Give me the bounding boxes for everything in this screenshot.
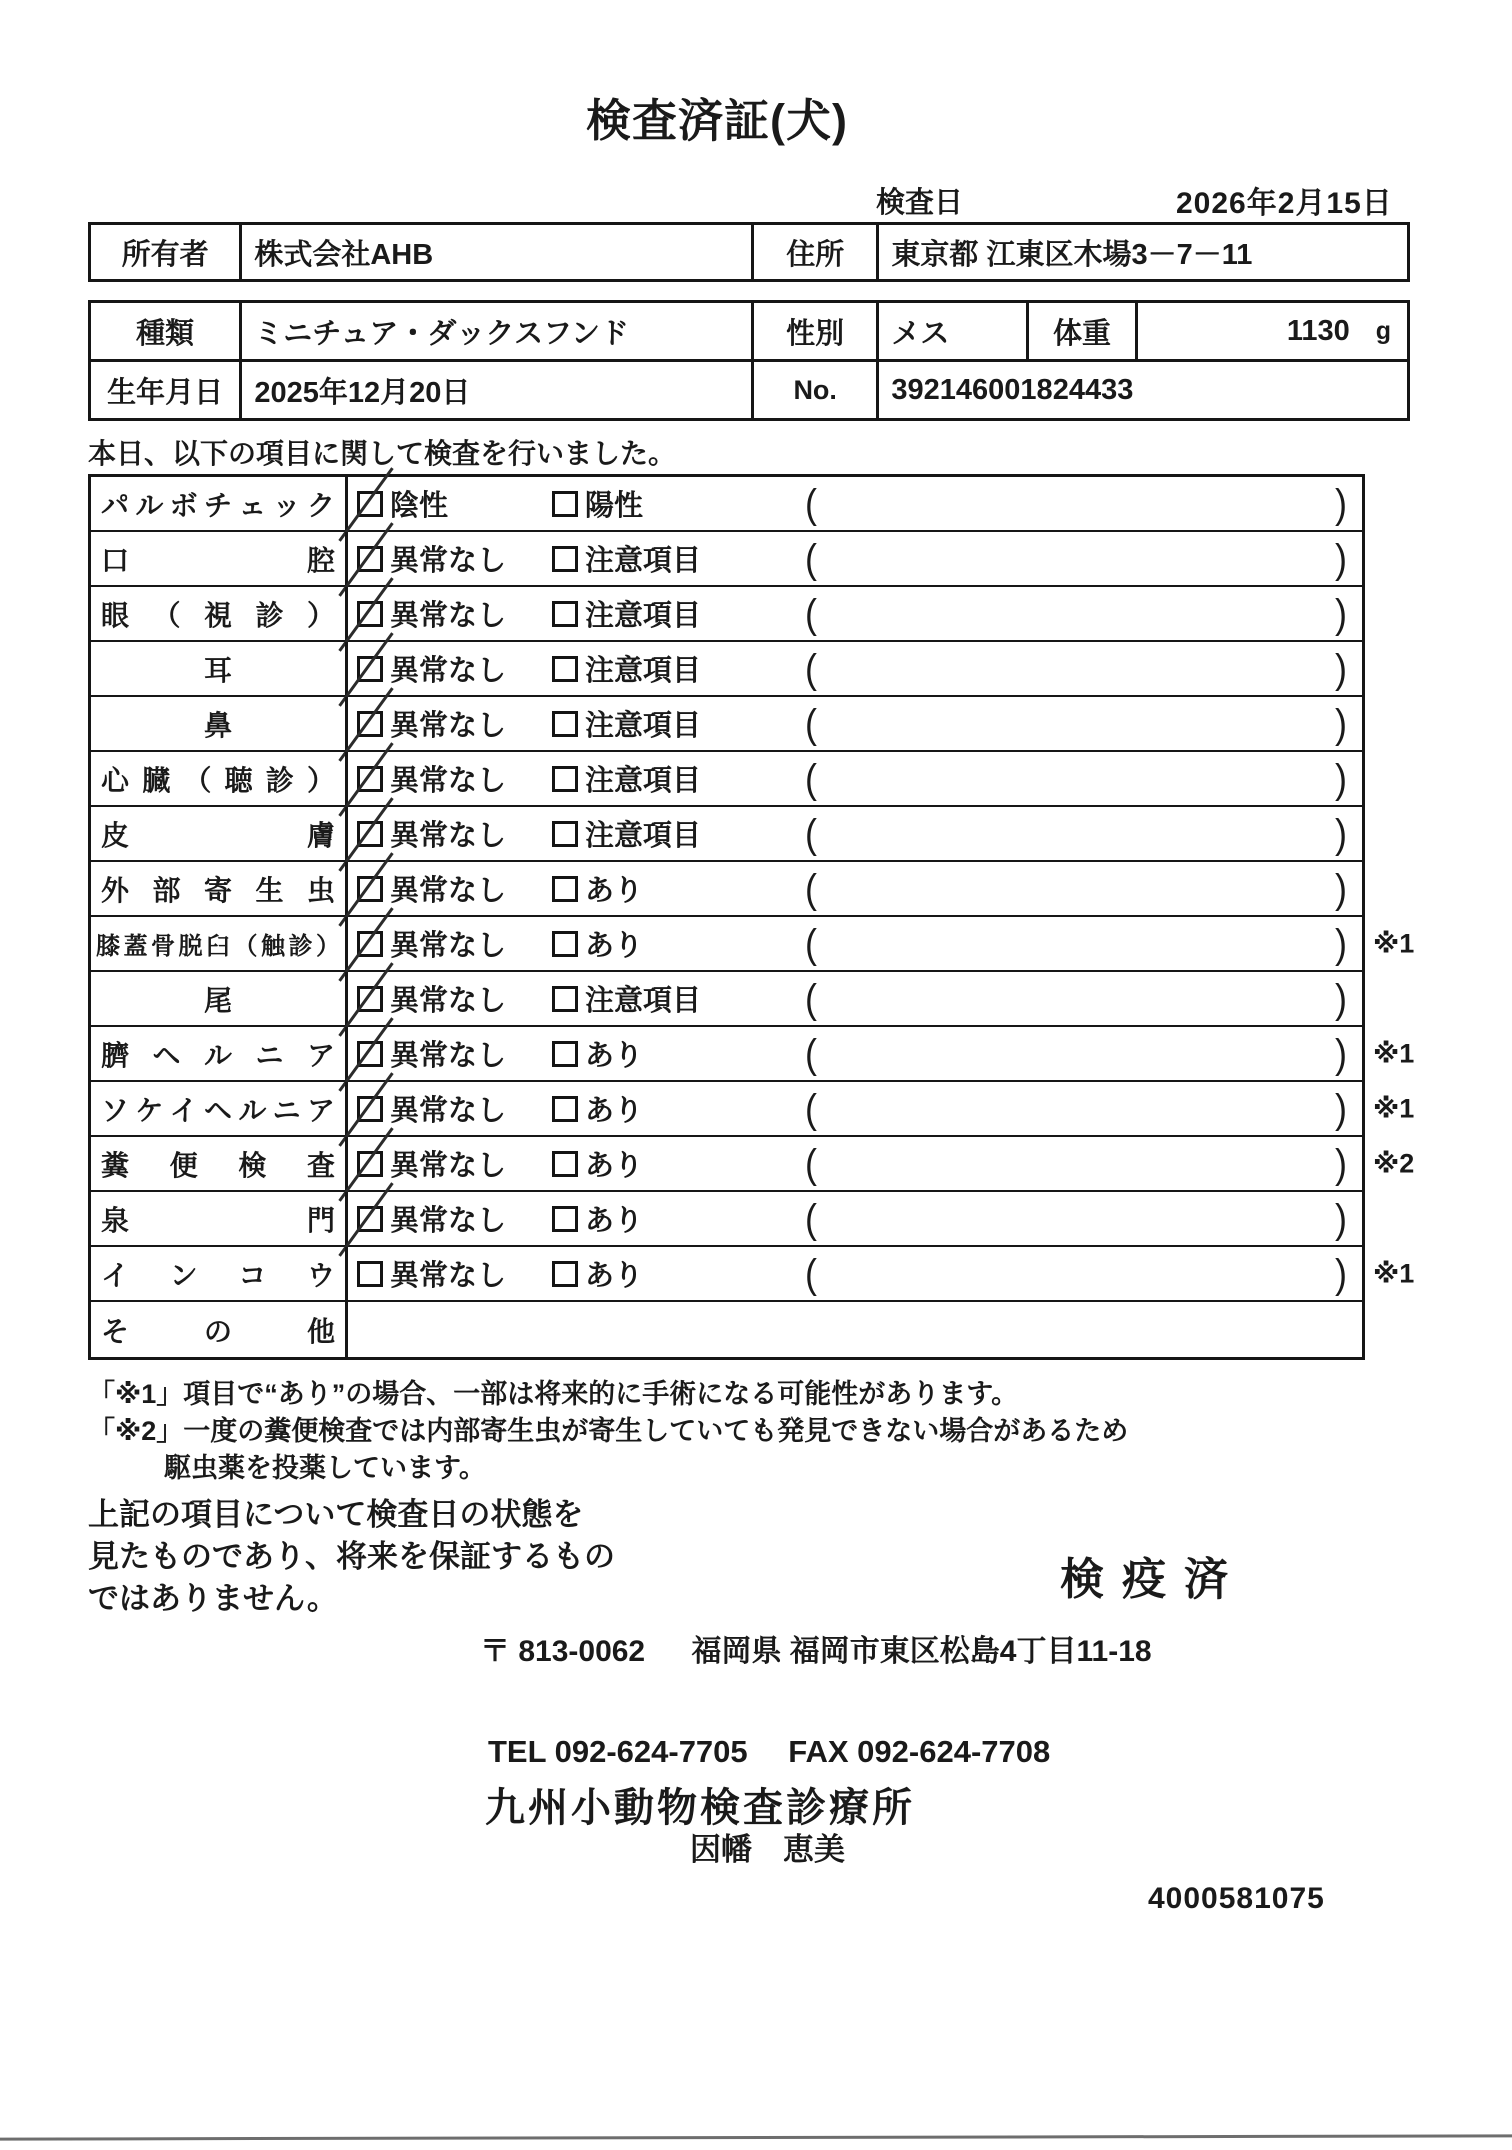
sex-label: 性別 bbox=[754, 303, 879, 359]
result-checkbox-2 bbox=[552, 876, 578, 902]
result-checkbox-2 bbox=[552, 1151, 578, 1177]
remarks-paren-open: ( bbox=[805, 644, 817, 691]
result-option-1-label: 異常なし bbox=[390, 765, 507, 797]
owner-name: 株式会社AHB bbox=[242, 225, 754, 279]
footnote-reference: ※2 bbox=[1373, 1148, 1415, 1178]
birthdate-value: 2025年12月20日 bbox=[242, 362, 754, 418]
inspection-item-label: 鼻 bbox=[91, 697, 348, 750]
result-option-2-label: あり bbox=[585, 930, 644, 962]
inspection-row bbox=[91, 477, 1362, 532]
result-option-2-label: あり bbox=[585, 1260, 644, 1292]
result-option-1-label: 異常なし bbox=[390, 655, 507, 687]
sex-value: メス bbox=[879, 303, 1028, 359]
result-option-1-label: 陰性 bbox=[390, 490, 449, 522]
inspection-row-content bbox=[348, 1082, 1362, 1135]
remarks-paren-open: ( bbox=[805, 919, 817, 966]
remarks-paren-close: ) bbox=[1335, 809, 1347, 856]
inspection-row-content bbox=[348, 1247, 1362, 1300]
inspection-item-label: 泉 門 bbox=[91, 1192, 348, 1245]
weight-label: 体重 bbox=[1029, 303, 1139, 359]
remarks-paren-close: ) bbox=[1335, 534, 1347, 581]
footnote-reference: ※1 bbox=[1373, 928, 1415, 958]
result-checkbox-2 bbox=[552, 766, 578, 792]
inspection-row bbox=[91, 587, 1362, 642]
result-option-2-label: 注意項目 bbox=[585, 655, 702, 687]
inspection-row bbox=[91, 1027, 1415, 1082]
owner-address-label: 住所 bbox=[754, 225, 879, 279]
remarks-paren-close: ) bbox=[1335, 1084, 1347, 1131]
result-option-1-label: 異常なし bbox=[390, 1040, 507, 1072]
inspection-row-content bbox=[348, 917, 1362, 970]
inspection-row bbox=[91, 642, 1362, 697]
footnote-line: 「※2」一度の糞便検査では内部寄生虫が寄生していても発見できない場合があるため bbox=[88, 1416, 1129, 1446]
result-option-2-label: 注意項目 bbox=[585, 765, 702, 797]
result-option-2-label: あり bbox=[585, 1150, 644, 1182]
examiner-name: 因幡 恵美 bbox=[690, 1832, 845, 1867]
id-number-value: 392146001824433 bbox=[891, 373, 1134, 406]
inspection-item-label: 口 腔 bbox=[91, 532, 348, 585]
inspection-row bbox=[91, 697, 1362, 752]
result-checkbox-1 bbox=[357, 1261, 383, 1287]
remarks-paren-close: ) bbox=[1335, 699, 1347, 746]
page-title: 検査済証(犬) bbox=[586, 95, 848, 146]
remarks-paren-close: ) bbox=[1335, 919, 1347, 966]
result-option-1-label: 異常なし bbox=[390, 930, 507, 962]
clinic-tel-line bbox=[488, 1734, 1050, 1770]
result-option-2-label: 注意項目 bbox=[585, 985, 702, 1017]
inspection-row-content bbox=[348, 697, 1362, 750]
remarks-paren-close: ) bbox=[1335, 1139, 1347, 1186]
scan-edge-line bbox=[0, 2134, 1512, 2140]
footnote-reference: ※1 bbox=[1373, 1258, 1415, 1288]
remarks-paren-close: ) bbox=[1335, 754, 1347, 801]
footnote-line: 「※1」項目で“あり”の場合、一部は将来的に手術になる可能性があります。 bbox=[88, 1379, 1019, 1409]
inspection-item-label: 外 部 寄 生 虫 bbox=[91, 862, 348, 915]
inspection-row-content bbox=[348, 532, 1362, 585]
remarks-paren-close: ) bbox=[1335, 589, 1347, 636]
remarks-paren-close: ) bbox=[1335, 1249, 1347, 1296]
footnotes bbox=[88, 1376, 1128, 1487]
remarks-paren-open: ( bbox=[805, 1249, 817, 1296]
remarks-paren-close: ) bbox=[1335, 864, 1347, 911]
id-number-label: No. bbox=[754, 362, 879, 418]
clinic-name: 九州小動物検査診療所 bbox=[485, 1786, 915, 1830]
inspection-row bbox=[91, 1137, 1415, 1192]
result-option-1-label: 異常なし bbox=[390, 985, 507, 1017]
result-checkbox-2 bbox=[552, 491, 578, 517]
footnote-reference: ※1 bbox=[1373, 1093, 1415, 1123]
clinic-tel: TEL 092-624-7705 bbox=[488, 1734, 748, 1769]
result-option-2-label: 注意項目 bbox=[585, 545, 702, 577]
breed-label: 種類 bbox=[91, 303, 242, 359]
remarks-paren-open: ( bbox=[805, 974, 817, 1021]
inspection-row bbox=[91, 1082, 1415, 1137]
table-row bbox=[91, 225, 1407, 279]
inspection-row-content bbox=[348, 587, 1362, 640]
serial-number: 4000581075 bbox=[1148, 1882, 1325, 1915]
inspection-item-label: パ ル ボ チ ェ ッ ク bbox=[91, 477, 348, 530]
result-option-2-label: 注意項目 bbox=[585, 820, 702, 852]
remarks-paren-open: ( bbox=[805, 589, 817, 636]
inspection-row-content bbox=[348, 972, 1362, 1025]
inspection-row bbox=[91, 532, 1362, 587]
inspection-row bbox=[91, 917, 1415, 972]
remarks-paren-open: ( bbox=[805, 1139, 817, 1186]
result-checkbox-2 bbox=[552, 931, 578, 957]
weight-value-cell bbox=[1138, 303, 1407, 359]
inspection-row-content bbox=[348, 1027, 1362, 1080]
remarks-paren-open: ( bbox=[805, 699, 817, 746]
remarks-paren-close: ) bbox=[1335, 644, 1347, 691]
remarks-paren-open: ( bbox=[805, 1084, 817, 1131]
remarks-paren-open: ( bbox=[805, 1029, 817, 1076]
inspection-item-label: 糞 便 検 査 bbox=[91, 1137, 348, 1190]
inspection-row-content bbox=[348, 642, 1362, 695]
result-checkbox-2 bbox=[552, 546, 578, 572]
inspection-row bbox=[91, 807, 1362, 862]
inspection-item-label: 心 臓 （ 聴 診 ） bbox=[91, 752, 348, 805]
inspection-date-value: 2026年2月15日 bbox=[1176, 187, 1393, 220]
result-option-1-label: 異常なし bbox=[390, 875, 507, 907]
remarks-paren-close: ) bbox=[1335, 974, 1347, 1021]
inspection-row bbox=[91, 1302, 1362, 1357]
inspection-item-label: ソ ケ イ ヘ ル ニ ア bbox=[91, 1082, 348, 1135]
result-option-1-label: 異常なし bbox=[390, 1260, 507, 1292]
table-row bbox=[91, 359, 1407, 418]
result-option-2-label: あり bbox=[585, 1040, 644, 1072]
clinic-postal-code: 〒 813-0062 bbox=[480, 1635, 646, 1668]
remarks-paren-open: ( bbox=[805, 534, 817, 581]
inspection-item-label: 膝 蓋 骨 脱 臼 （ 触 診 ） bbox=[91, 917, 348, 970]
disclaimer-line: 見たものであり、将来を保証するもの bbox=[88, 1539, 615, 1574]
inspection-row-content bbox=[348, 477, 1362, 530]
remarks-paren-open: ( bbox=[805, 864, 817, 911]
disclaimer-text bbox=[88, 1494, 615, 1620]
inspection-row-content bbox=[348, 752, 1362, 805]
inspection-row-content bbox=[348, 862, 1362, 915]
result-option-2-label: 注意項目 bbox=[585, 600, 702, 632]
inspection-item-label: 臍 ヘ ル ニ ア bbox=[91, 1027, 348, 1080]
remarks-paren-close: ) bbox=[1335, 479, 1347, 526]
quarantine-stamp: 検疫済 bbox=[1060, 1555, 1246, 1604]
result-option-1-label: 異常なし bbox=[390, 820, 507, 852]
inspection-date-label: 検査日 bbox=[876, 187, 964, 219]
inspection-item-label: 尾 bbox=[91, 972, 348, 1025]
inspection-item-label: イ ン コ ウ bbox=[91, 1247, 348, 1300]
result-option-1-label: 異常なし bbox=[390, 710, 507, 742]
table-row bbox=[91, 303, 1407, 359]
remarks-paren-open: ( bbox=[805, 809, 817, 856]
result-checkbox-2 bbox=[552, 656, 578, 682]
remarks-paren-open: ( bbox=[805, 479, 817, 526]
inspection-item-label: そ の 他 bbox=[91, 1302, 348, 1357]
inspection-item-label: 眼 （ 視 診 ） bbox=[91, 587, 348, 640]
result-checkbox-2 bbox=[552, 821, 578, 847]
breed-value: ミニチュア・ダックスフンド bbox=[242, 303, 754, 359]
result-option-1-label: 異常なし bbox=[390, 1205, 507, 1237]
result-option-2-label: あり bbox=[585, 1095, 644, 1127]
owner-address-value: 東京都 江東区木場3－7－11 bbox=[891, 238, 1253, 271]
inspection-table bbox=[88, 474, 1415, 1360]
clinic-fax: FAX 092-624-7708 bbox=[788, 1734, 1051, 1769]
remarks-paren-open: ( bbox=[805, 754, 817, 801]
remarks-paren-close: ) bbox=[1335, 1029, 1347, 1076]
owner-label: 所有者 bbox=[91, 225, 242, 279]
result-checkbox-2 bbox=[552, 986, 578, 1012]
result-checkbox-2 bbox=[552, 601, 578, 627]
inspection-row-content bbox=[348, 1137, 1362, 1190]
result-checkbox-2 bbox=[552, 1041, 578, 1067]
inspection-row-content bbox=[348, 1192, 1362, 1245]
result-checkbox-2 bbox=[552, 711, 578, 737]
inspection-row bbox=[91, 752, 1362, 807]
inspection-row-content bbox=[348, 807, 1362, 860]
result-option-1-label: 異常なし bbox=[390, 1150, 507, 1182]
footnote-reference: ※1 bbox=[1373, 1038, 1415, 1068]
clinic-address-line bbox=[480, 1626, 1152, 1670]
result-option-1-label: 異常なし bbox=[390, 600, 507, 632]
weight-value: 1130 bbox=[1286, 314, 1350, 347]
inspection-item-label: 耳 bbox=[91, 642, 348, 695]
result-option-2-label: 注意項目 bbox=[585, 710, 702, 742]
result-option-1-label: 異常なし bbox=[390, 1095, 507, 1127]
disclaimer-line: ではありません。 bbox=[88, 1581, 338, 1616]
animal-info-table bbox=[88, 300, 1410, 421]
result-checkbox-2 bbox=[552, 1261, 578, 1287]
disclaimer-line: 上記の項目について検査日の状態を bbox=[88, 1497, 584, 1532]
weight-unit: g bbox=[1375, 316, 1392, 345]
remarks-paren-open: ( bbox=[805, 1194, 817, 1241]
inspection-row bbox=[91, 972, 1362, 1027]
result-checkbox-2 bbox=[552, 1206, 578, 1232]
result-option-2-label: 陽性 bbox=[585, 490, 644, 522]
owner-table bbox=[88, 222, 1410, 282]
inspection-row bbox=[91, 862, 1362, 917]
inspection-row bbox=[91, 1192, 1362, 1247]
intro-sentence: 本日、以下の項目に関して検査を行いました。 bbox=[88, 438, 677, 469]
birthdate-label: 生年月日 bbox=[91, 362, 242, 418]
inspection-row-content bbox=[348, 1302, 1362, 1357]
clinic-address: 福岡県 福岡市東区松島4丁目11-18 bbox=[691, 1635, 1152, 1668]
footnote-line: 駆虫薬を投薬しています。 bbox=[164, 1453, 486, 1483]
remarks-paren-close: ) bbox=[1335, 1194, 1347, 1241]
result-option-1-label: 異常なし bbox=[390, 545, 507, 577]
inspection-item-label: 皮 膚 bbox=[91, 807, 348, 860]
inspection-row bbox=[91, 1247, 1415, 1302]
result-option-2-label: あり bbox=[585, 875, 644, 907]
result-option-2-label: あり bbox=[585, 1205, 644, 1237]
result-checkbox-2 bbox=[552, 1096, 578, 1122]
